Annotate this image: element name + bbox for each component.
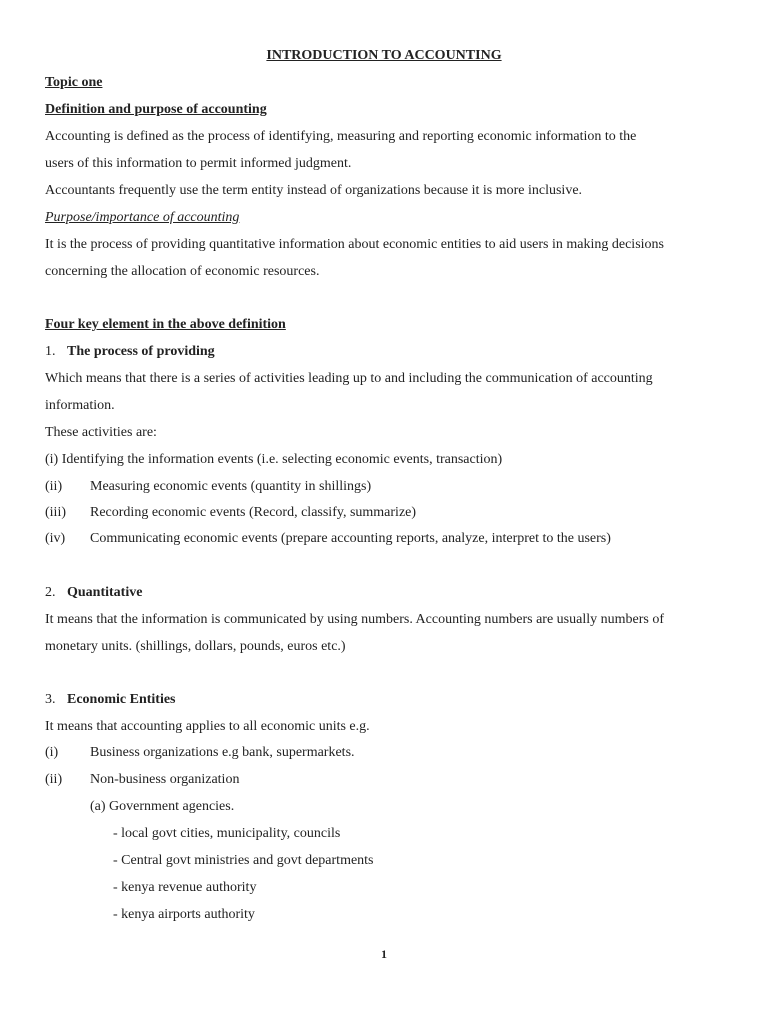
list-item bbox=[45, 343, 215, 361]
activity-text: Communicating economic events (prepare accounting reports, analyze, interpret to the users) bbox=[90, 531, 611, 546]
entity-number: (ii) bbox=[45, 772, 63, 787]
definition-text-line: Accounting is defined as the process of identifying, measuring and reporting economic information to the bbox=[45, 129, 637, 144]
topic-heading: Topic one bbox=[45, 75, 103, 90]
four-key-heading: Four key element in the above definition bbox=[45, 317, 286, 332]
body-text-line: These activities are: bbox=[45, 425, 157, 440]
definition-text-line: users of this information to permit informed judgment. bbox=[45, 156, 352, 171]
activity-item bbox=[45, 478, 371, 496]
item-title: The process of providing bbox=[67, 344, 215, 359]
definition-text-line: Accountants frequently use the term entity instead of organizations because it is more inclusive. bbox=[45, 183, 583, 198]
sub-sub-item: - kenya revenue authority bbox=[113, 880, 257, 895]
activity-item: (i) Identifying the information events (i.e. selecting economic events, transaction) bbox=[45, 452, 503, 467]
purpose-heading: Purpose/importance of accounting bbox=[45, 210, 240, 225]
activity-number: (ii) bbox=[45, 479, 63, 494]
entity-item bbox=[45, 771, 239, 789]
body-text-line: Which means that there is a series of activities leading up to and including the communication of accounting bbox=[45, 371, 653, 386]
sub-sub-item: - local govt cities, municipality, councils bbox=[113, 826, 341, 841]
list-item bbox=[45, 691, 176, 709]
activity-text: Recording economic events (Record, classify, summarize) bbox=[90, 505, 417, 520]
sub-sub-item: - Central govt ministries and govt departments bbox=[113, 853, 374, 868]
item-number: 2. bbox=[45, 585, 56, 600]
item-title: Quantitative bbox=[67, 585, 143, 600]
body-text-line: It means that the information is communicated by using numbers. Accounting numbers are usually numbers of bbox=[45, 612, 664, 627]
sub-item: (a) Government agencies. bbox=[90, 799, 235, 814]
activity-text: Measuring economic events (quantity in shillings) bbox=[90, 479, 372, 494]
body-text-line: monetary units. (shillings, dollars, pounds, euros etc.) bbox=[45, 639, 346, 654]
body-text-line: It means that accounting applies to all economic units e.g. bbox=[45, 719, 370, 734]
entity-item bbox=[45, 744, 355, 762]
entity-text: Business organizations e.g bank, supermarkets. bbox=[90, 745, 355, 760]
item-number: 1. bbox=[45, 344, 56, 359]
item-number: 3. bbox=[45, 692, 56, 707]
sub-sub-item: - kenya airports authority bbox=[113, 907, 255, 922]
item-title: Economic Entities bbox=[67, 692, 176, 707]
activity-number: (iv) bbox=[45, 531, 66, 546]
purpose-text-line: It is the process of providing quantitative information about economic entities to aid users in making decisions bbox=[45, 237, 664, 252]
purpose-text-line: concerning the allocation of economic resources. bbox=[45, 264, 320, 279]
entity-text: Non-business organization bbox=[90, 772, 240, 787]
page-title: INTRODUCTION TO ACCOUNTING bbox=[266, 48, 502, 63]
page-number: 1 bbox=[381, 947, 387, 961]
activity-item bbox=[45, 530, 611, 548]
definition-heading: Definition and purpose of accounting bbox=[45, 102, 267, 117]
activity-item bbox=[45, 504, 416, 522]
list-item bbox=[45, 584, 142, 602]
entity-number: (i) bbox=[45, 745, 59, 760]
body-text-line: information. bbox=[45, 398, 115, 413]
activity-number: (iii) bbox=[45, 505, 66, 520]
